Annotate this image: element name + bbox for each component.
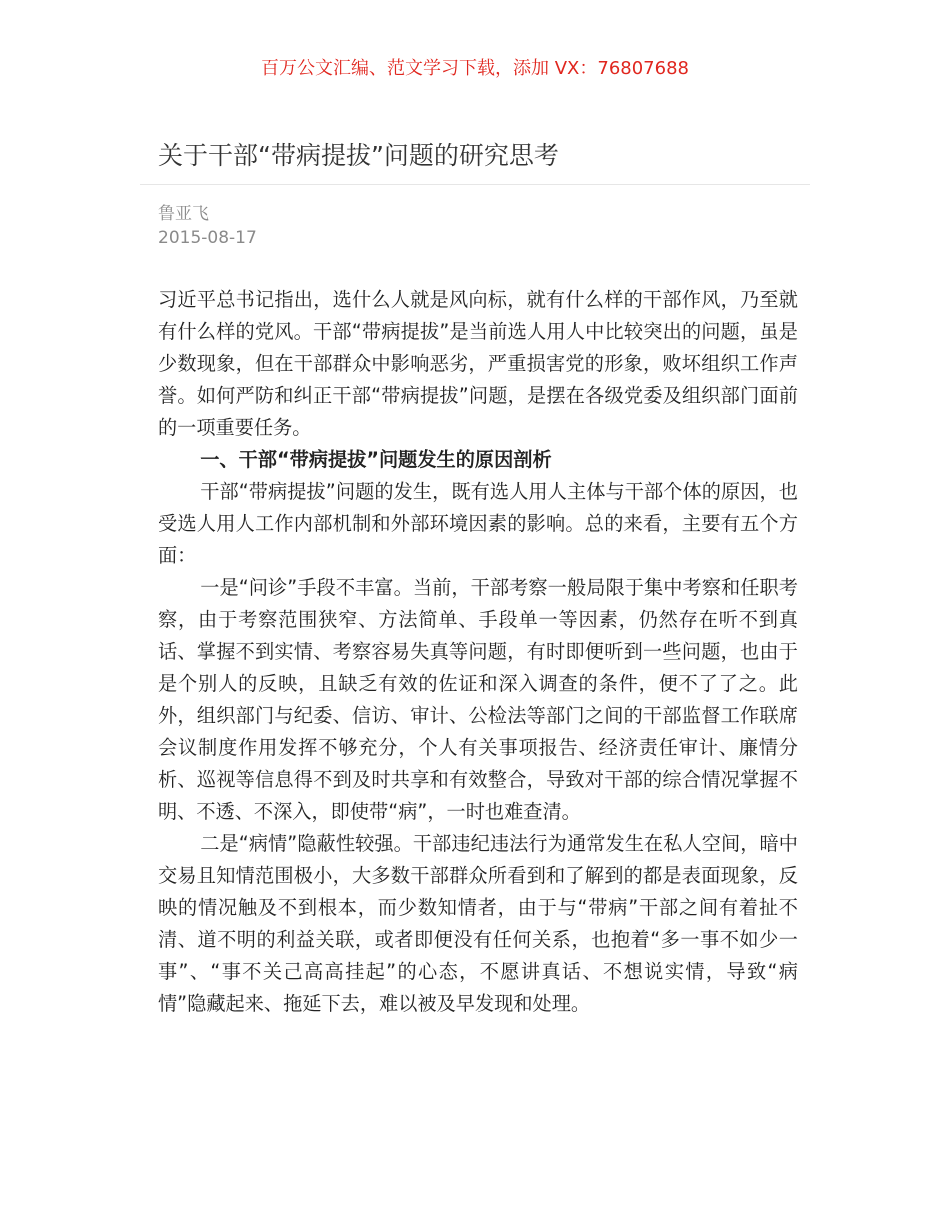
section-heading: 一、干部“带病提拔”问题发生的原因剖析 [200, 448, 552, 471]
point-one-paragraph: 一是“问诊”手段不丰富。当前，干部考察一般局限于集中考察和任职考察，由于考察范围狭窄、方法简单、手段单一等因素，仍然存在听不到真话、掌握不到实情、考察容易失真等问题，有时即便听到一些问题，也由于是个别人的反映，且缺乏有效的佐证和深入调查的条件，便不了了之。此外，组织部门与纪委、信访、审计、公检法等部门之间的干部监督工作联席会议制度作用发挥不够充分，个人有关事项报告、经济责任审计、廉情分析、巡视等信息得不到及时共享和有效整合，导致对干部的综合情况掌握不明、不透、不深入，即使带“病”，一时也难查清。 [158, 576, 798, 823]
section-lead-paragraph: 干部“带病提拔”问题的发生，既有选人用人主体与干部个体的原因，也受选人用人工作内部机制和外部环境因素的影响。总的来看，主要有五个方面： [158, 480, 798, 567]
intro-paragraph: 习近平总书记指出，选什么人就是风向标，就有什么样的干部作风，乃至就有什么样的党风。干部“带病提拔”是当前选人用人中比较突出的问题，虽是少数现象，但在干部群众中影响恶劣，严重损害党的形象，败坏组织工作声誉。如何严防和纠正干部“带病提拔”问题，是摆在各级党委及组织部门面前的一项重要任务。 [158, 288, 798, 439]
point-two-paragraph: 二是“病情”隐蔽性较强。干部违纪违法行为通常发生在私人空间，暗中交易且知情范围极小，大多数干部群众所看到和了解到的都是表面现象，反映的情况触及不到根本，而少数知情者，由于与“带病”干部之间有着扯不清、道不明的利益关联，或者即便没有任何关系，也抱着“多一事不如少一事”、“事不关己高高挂起”的心态，不愿讲真话、不想说实情，导致“病情”隐藏起来、拖延下去，难以被及早发现和处理。 [158, 832, 798, 1015]
article-author: 鲁亚飞 [158, 204, 209, 224]
download-banner: 百万公文汇编、范文学习下载，添加 VX：76807688 [261, 58, 689, 79]
article-body [158, 284, 798, 1020]
title-divider [140, 184, 810, 185]
article-date: 2015-08-17 [158, 228, 257, 248]
article-title: 关于干部“带病提拔”问题的研究思考 [158, 141, 559, 170]
